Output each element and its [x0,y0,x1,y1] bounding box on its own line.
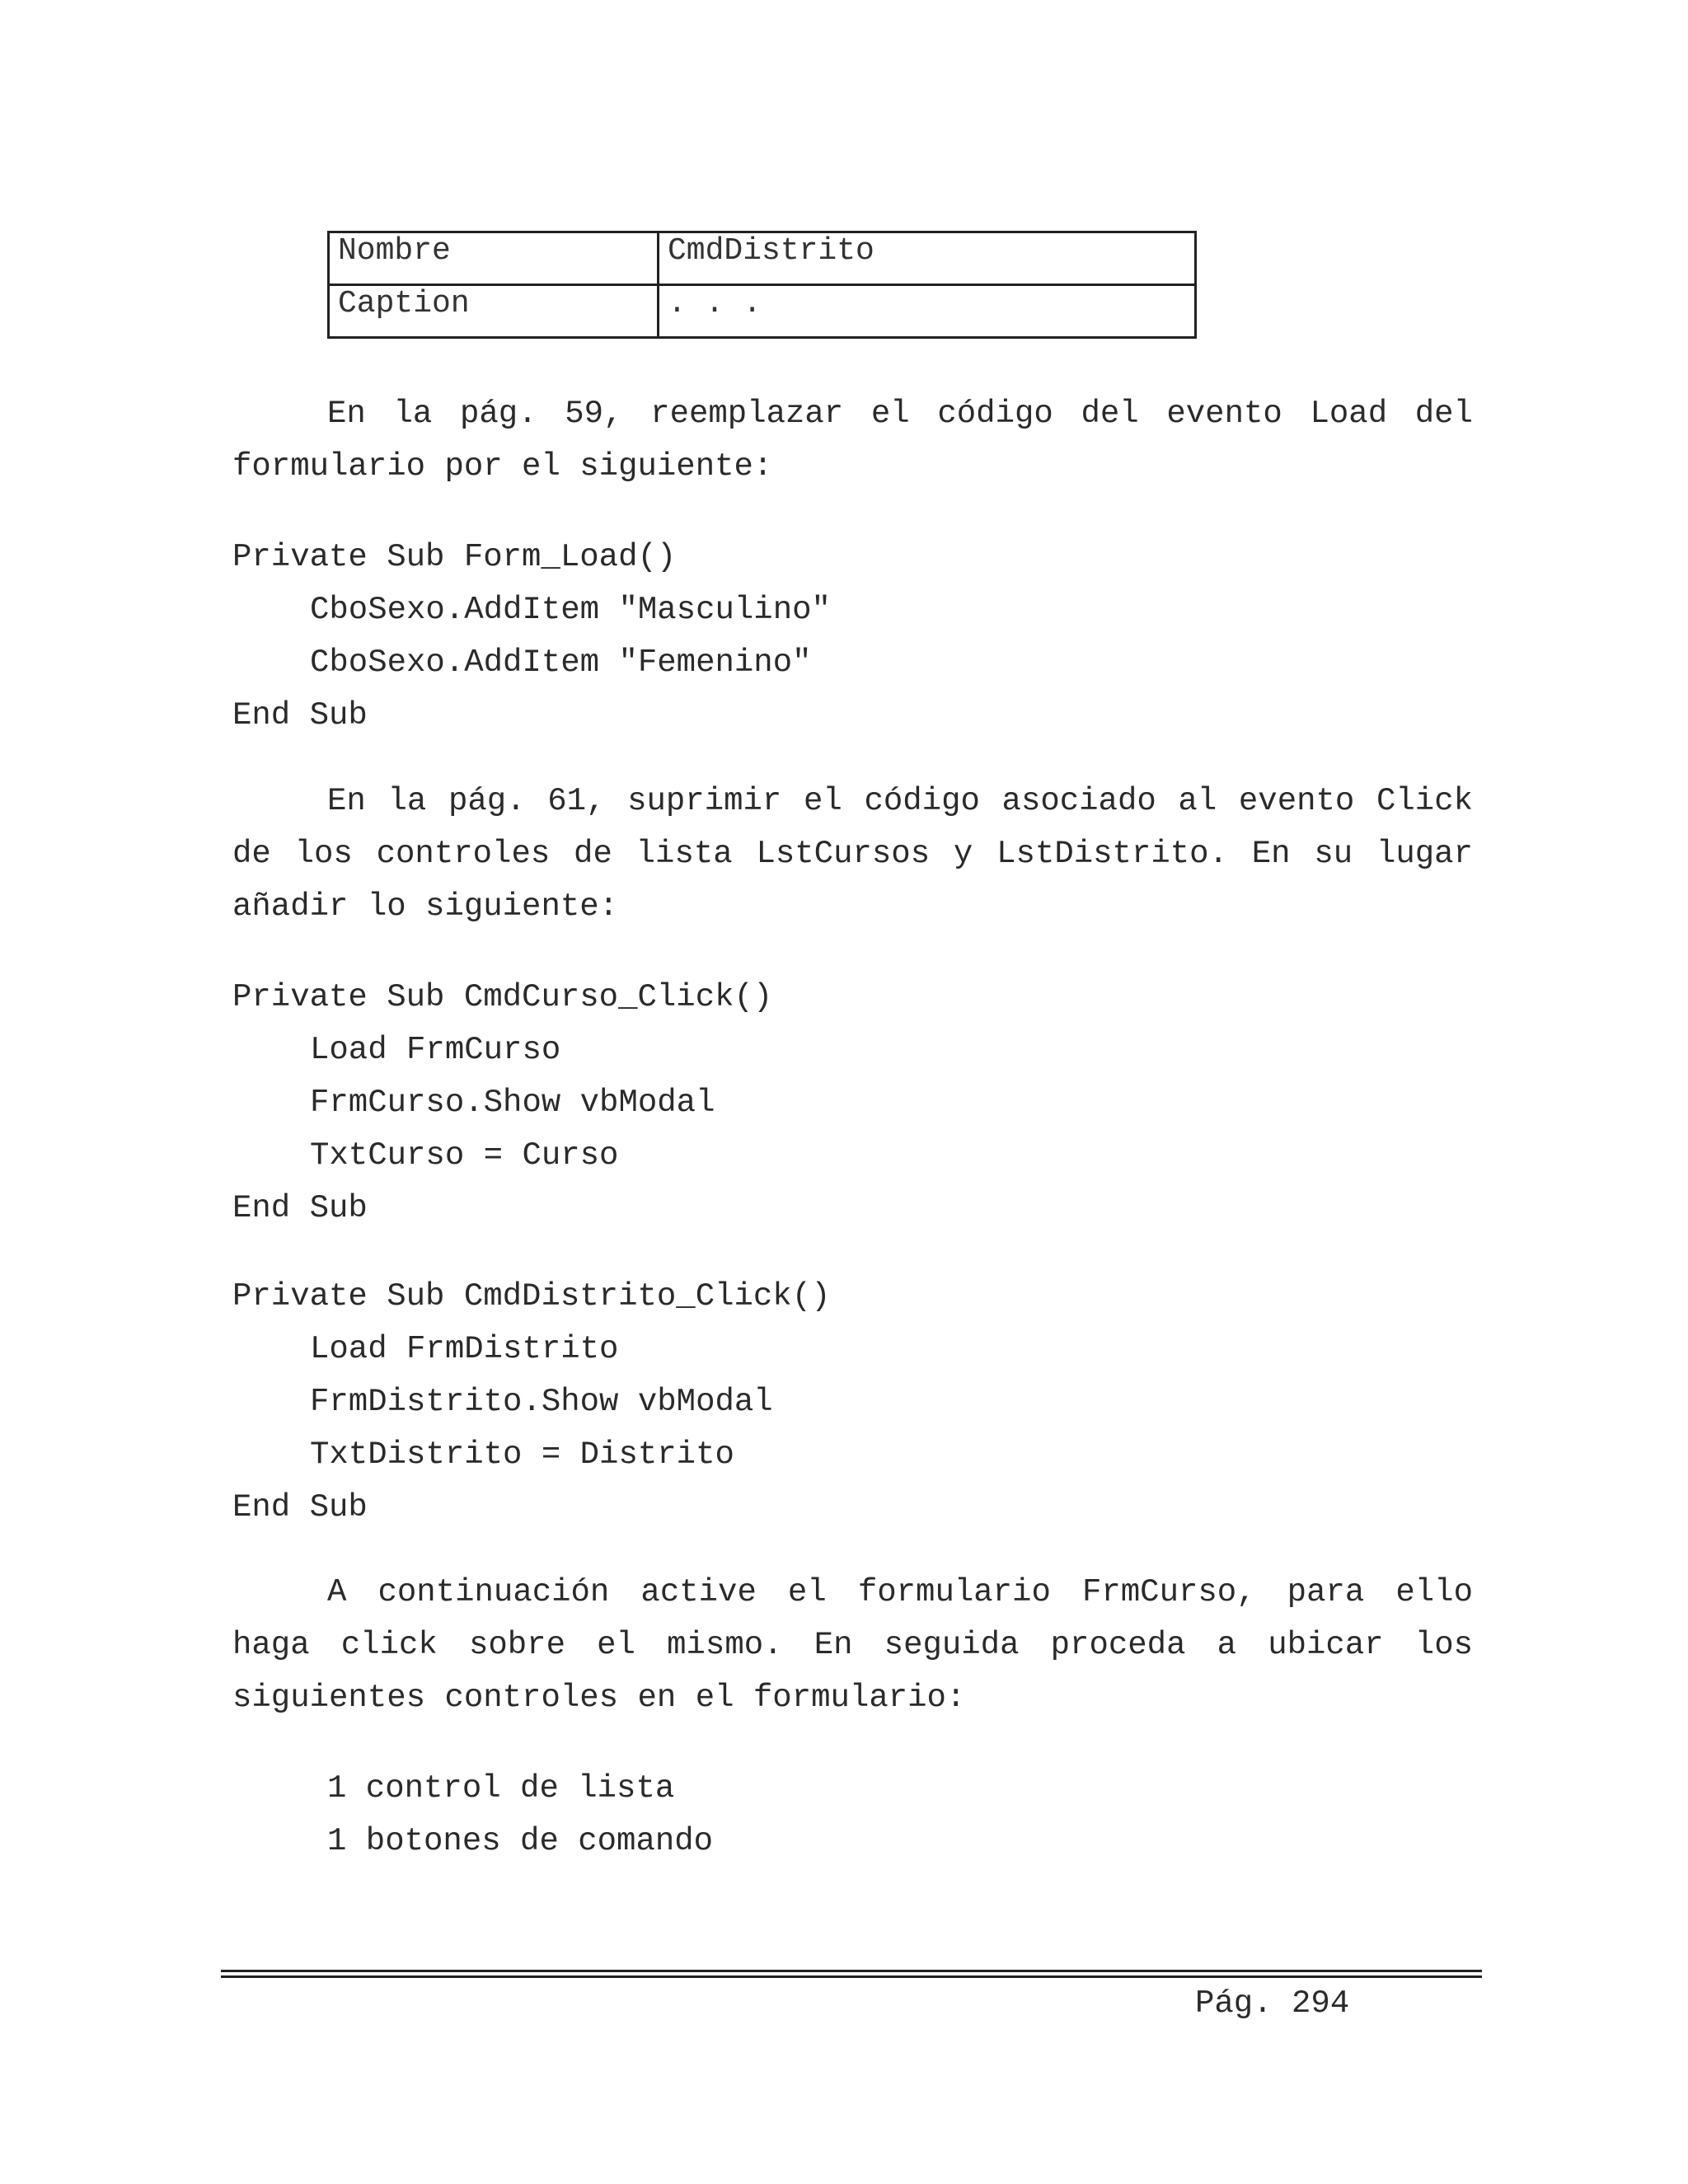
code-line: Load FrmCurso [310,1032,561,1068]
code-line: End Sub [232,1190,368,1226]
list-item: 1 control de lista [327,1770,675,1807]
paragraph-continuacion: A continuación active el formulario FrmCurso, para ello haga click sobre el mismo. En seguida proceda a ubicar los siguientes controles en el formulario: [232,1574,1473,1716]
table-row [329,285,1196,338]
code-line: CboSexo.AddItem "Masculino" [310,592,831,628]
controls-list [327,1762,713,1868]
code-block-cmdcurso [232,971,1473,1235]
table-cell-property: Nombre [329,232,659,285]
code-block-form-load [232,531,1473,742]
code-line: TxtDistrito = Distrito [310,1436,734,1473]
code-line: End Sub [232,1489,368,1526]
list-item: 1 botones de comando [327,1823,714,1859]
page-number: Pág. 294 [1195,1985,1350,2022]
paragraph-suprimir: En la pág. 61, suprimir el código asociado al evento Click de los controles de lista LstCursos y LstDistrito. En su lugar añadir lo siguiente: [232,783,1473,925]
code-line: Private Sub CmdCurso_Click() [232,979,773,1015]
code-line: Private Sub CmdDistrito_Click() [232,1278,831,1315]
paragraph-intro-load: En la pág. 59, reemplazar el código del evento Load del formulario por el siguiente: [232,396,1473,485]
code-line: FrmDistrito.Show vbModal [310,1384,773,1420]
code-line: TxtCurso = Curso [310,1137,619,1174]
table-cell-value: CmdDistrito [659,232,1196,285]
table-row [329,232,1196,285]
properties-table [327,231,1197,339]
code-line: Private Sub Form_Load() [232,539,677,575]
code-line: FrmCurso.Show vbModal [310,1085,715,1121]
table-cell-property: Caption [329,285,659,338]
code-line: Load FrmDistrito [310,1331,619,1367]
code-line: End Sub [232,697,368,733]
code-line: CboSexo.AddItem "Femenino" [310,644,812,681]
footer-divider [221,1970,1482,1978]
table-cell-value: . . . [659,285,1196,338]
code-block-cmddistrito [232,1270,1473,1534]
